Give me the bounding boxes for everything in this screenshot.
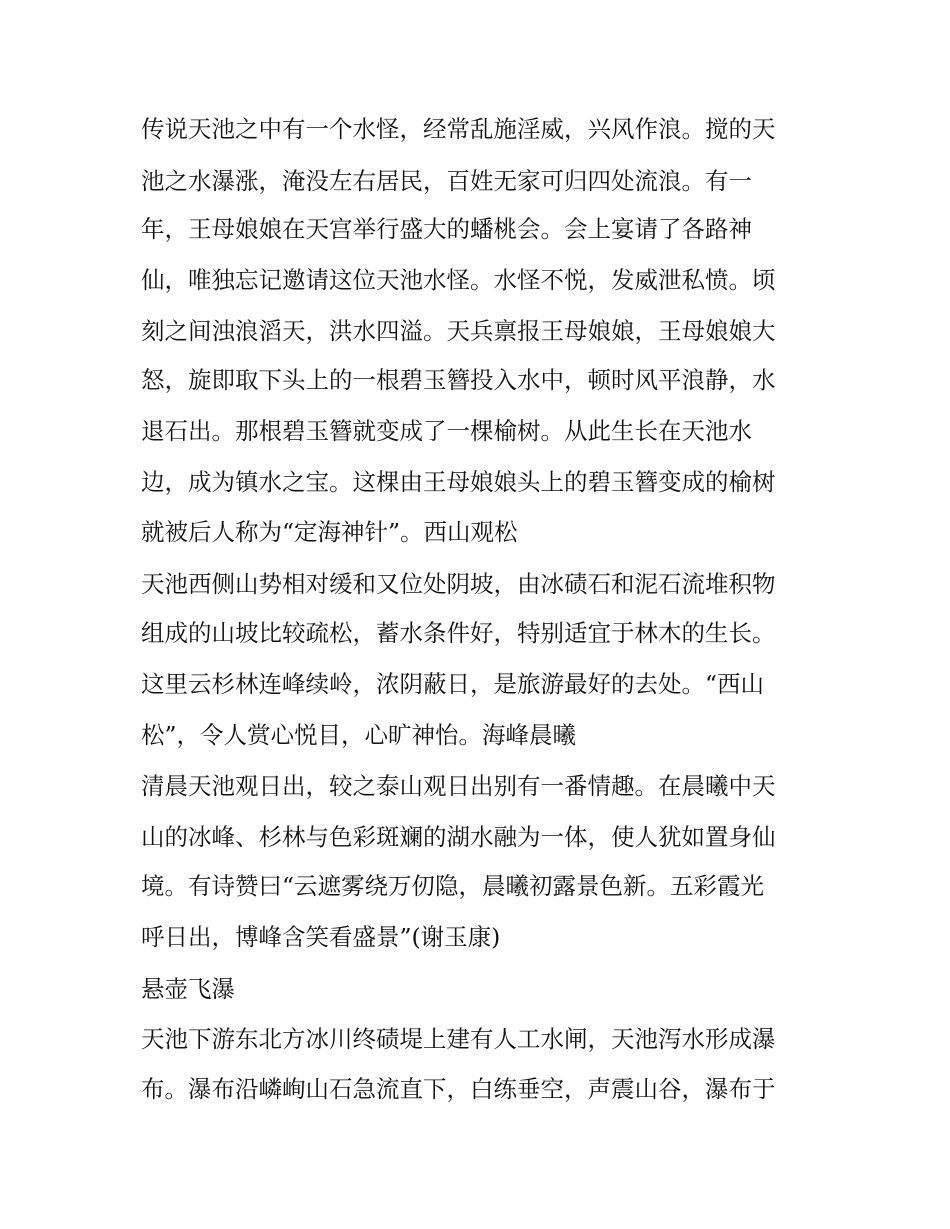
text-line: 退石出。那根碧玉簪就变成了一棵榆树。从此生长在天池水 [141, 417, 752, 445]
text-line: 边，成为镇水之宝。这棵由王母娘娘头上的碧玉簪变成的榆树 [141, 468, 776, 496]
text-line: 池之水瀑涨，淹没左右居民，百姓无家可归四处流浪。有一 [141, 167, 752, 195]
text-line: 天池下游东北方冰川终碛堤上建有人工水闸，天池泻水形成瀑 [141, 1025, 776, 1053]
text-line: 刻之间浊浪滔天，洪水四溢。天兵禀报王母娘娘，王母娘娘大 [141, 317, 776, 345]
text-line: 悬壶飞瀑 [141, 975, 235, 1003]
text-line: 这里云杉林连峰续岭，浓阴蔽日，是旅游最好的去处。“西山 [141, 670, 765, 698]
text-line: 就被后人称为“定海神针”。西山观松 [141, 518, 518, 546]
text-line: 布。瀑布沿嶙峋山石急流直下，白练垂空，声震山谷，瀑布于 [141, 1075, 776, 1103]
text-line: 松”，令人赏心悦目，心旷神怡。海峰晨曦 [141, 721, 577, 749]
text-line: 天池西侧山势相对缓和又位处阴坡，由冰碛石和泥石流堆积物 [141, 570, 776, 598]
text-line: 清晨天池观日出，较之泰山观日出别有一番情趣。在晨曦中天 [141, 772, 776, 800]
text-line: 怒，旋即取下头上的一根碧玉簪投入水中，顿时风平浪静，水 [141, 366, 776, 394]
text-line: 呼日出，博峰含笑看盛景”(谢玉康) [141, 923, 501, 951]
text-line: 组成的山坡比较疏松，蓄水条件好，特别适宜于林木的生长。 [141, 619, 776, 647]
text-line: 山的冰峰、杉林与色彩斑斓的湖水融为一体，使人犹如置身仙 [141, 823, 776, 851]
text-line: 年，王母娘娘在天宫举行盛大的蟠桃会。会上宴请了各路神 [141, 215, 752, 243]
text-line: 境。有诗赞曰“云遮雾绕万仞隐，晨曦初露景色新。五彩霞光 [141, 872, 765, 900]
text-line: 仙，唯独忘记邀请这位天池水怪。水怪不悦，发威泄私愤。顷 [141, 266, 776, 294]
text-line: 传说天池之中有一个水怪，经常乱施淫威，兴风作浪。搅的天 [141, 115, 776, 143]
